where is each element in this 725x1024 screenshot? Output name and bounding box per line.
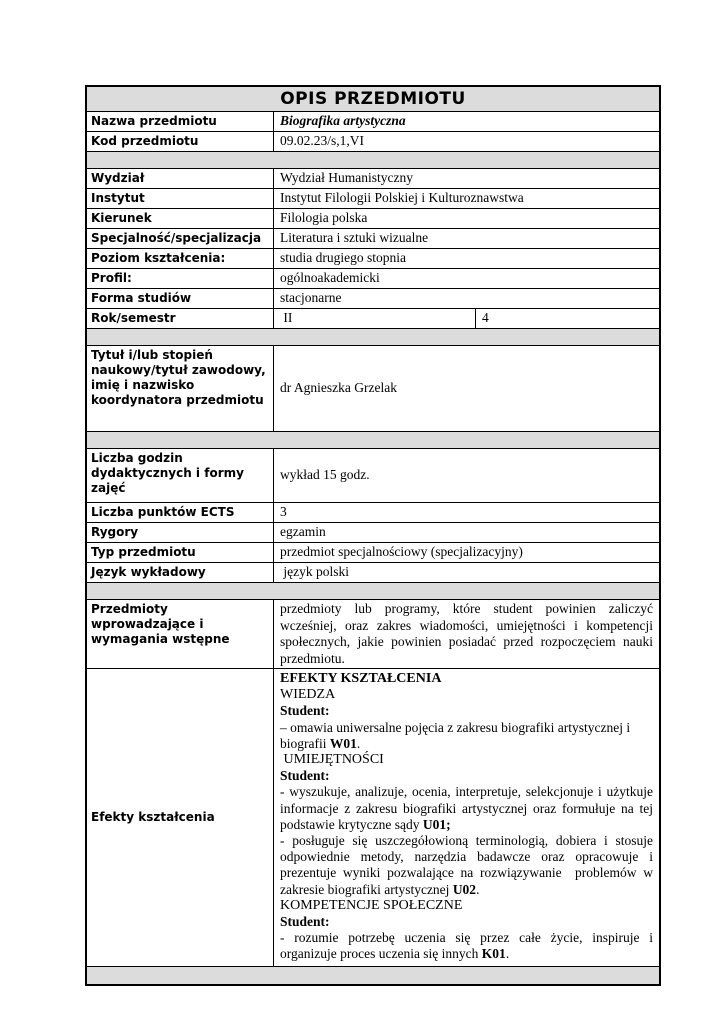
separator-row [87, 583, 659, 600]
separator-row [87, 329, 659, 346]
table-row-wymagania [87, 600, 659, 669]
table-row-specjalnosc [87, 229, 659, 249]
table-row-jezyk-wykladowy [87, 563, 659, 583]
wydzial-label: Wydział [87, 169, 274, 188]
kierunek-value: Filologia polska [280, 210, 368, 225]
separator-row [87, 152, 659, 169]
forma-studiow-label: Forma studiów [87, 289, 274, 308]
rok-semestr-label: Rok/semestr [87, 309, 274, 328]
specjalnosc-label: Specjalność/specjalizacja [87, 229, 274, 248]
rok-value: II [274, 309, 476, 328]
separator-row [87, 967, 659, 984]
typ-przedmiotu-label: Typ przedmiotu [87, 543, 274, 562]
table-row-forma-studiow [87, 289, 659, 309]
table-row-ects [87, 503, 659, 523]
efekty-content: EFEKTY KSZTAŁCENIA WIEDZA Student: – omawia uniwersalne pojęcia z zakresu biografiki artystycznej i biografii W01. UMIEJĘTNOŚCI Student: - wyszukuje, analizuje, ocenia, interpretuje, selekcjonuje i użytkuje informacje z zakresu biografiki artystycznej oraz formułuje na tej podstawie krytyczne sądy U01; - posługuje się uszczegółowioną terminologią, dobiera i stosuje odpowiednie metody, narzędzia badawcze oraz opracowuje i prezentuje wyniki pozwalające na rozwiązywanie problemów w zakresie biografiki artystycznej U02. KOMPETENCJE SPOŁECZNE Student: - rozumie potrzebę uczenia się przez całe życie, inspiruje i organizuje proces uczenia się innych K01. [280, 671, 657, 962]
instytut-value: Instytut Filologii Polskiej i Kulturoznawstwa [280, 190, 524, 205]
jezyk-wykladowy-value: język polski [280, 564, 349, 579]
table-row-instytut [87, 189, 659, 209]
ects-label: Liczba punktów ECTS [87, 503, 274, 522]
wymagania-value: przedmioty lub programy, które student powinien zaliczyć wcześniej, oraz zakres wiadomości, umiejętności i kompetencji społecznych, jakie powinien posiadać przed rozpoczęciem nauki przedmiotu. [280, 601, 657, 666]
table-row-liczba-godzin [87, 449, 659, 503]
table-row-rok-semestr [87, 309, 659, 329]
poziom-ksztalcenia-value: studia drugiego stopnia [280, 250, 406, 265]
table-row-kod-przedmiotu [87, 132, 659, 152]
table-row-profil [87, 269, 659, 289]
koordynator-label: Tytuł i/lub stopień naukowy/tytuł zawodowy, imię i nazwisko koordynatora przedmiotu [87, 346, 274, 431]
forma-studiow-value: stacjonarne [280, 290, 342, 305]
kierunek-label: Kierunek [87, 209, 274, 228]
course-description-table [85, 85, 661, 986]
semestr-value: 4 [482, 310, 489, 325]
liczba-godzin-value: wykład 15 godz. [280, 467, 370, 483]
rygory-label: Rygory [87, 523, 274, 542]
document-title-row [87, 87, 659, 112]
table-row-koordynator [87, 346, 659, 432]
table-row-efekty-ksztalcenia [87, 669, 659, 967]
nazwa-przedmiotu-label: Nazwa przedmiotu [87, 112, 274, 131]
nazwa-przedmiotu-value: Biografika artystyczna [280, 113, 406, 128]
typ-przedmiotu-value: przedmiot specjalnościowy (specjalizacyjny) [280, 544, 523, 559]
rygory-value: egzamin [280, 524, 326, 539]
ects-value: 3 [280, 504, 287, 519]
kod-przedmiotu-label: Kod przedmiotu [87, 132, 274, 151]
koordynator-value: dr Agnieszka Grzelak [280, 380, 397, 396]
specjalnosc-value: Literatura i sztuki wizualne [280, 230, 429, 245]
table-row-nazwa-przedmiotu [87, 112, 659, 132]
wymagania-label: Przedmioty wprowadzające i wymagania wstępne [87, 600, 274, 668]
table-row-typ-przedmiotu [87, 543, 659, 563]
profil-value: ogólnoakademicki [280, 270, 380, 285]
wydzial-value: Wydział Humanistyczny [280, 170, 414, 185]
table-row-rygory [87, 523, 659, 543]
document-title: OPIS PRZEDMIOTU [280, 89, 466, 109]
table-row-poziom-ksztalcenia [87, 249, 659, 269]
kod-przedmiotu-value: 09.02.23/s,1,VI [280, 133, 364, 148]
table-row-wydzial [87, 169, 659, 189]
instytut-label: Instytut [87, 189, 274, 208]
jezyk-wykladowy-label: Język wykładowy [87, 563, 274, 582]
profil-label: Profil: [87, 269, 274, 288]
table-row-kierunek [87, 209, 659, 229]
liczba-godzin-label: Liczba godzin dydaktycznych i formy zajęć [87, 449, 274, 502]
poziom-ksztalcenia-label: Poziom kształcenia: [87, 249, 274, 268]
separator-row [87, 432, 659, 449]
efekty-label: Efekty kształcenia [87, 669, 274, 966]
